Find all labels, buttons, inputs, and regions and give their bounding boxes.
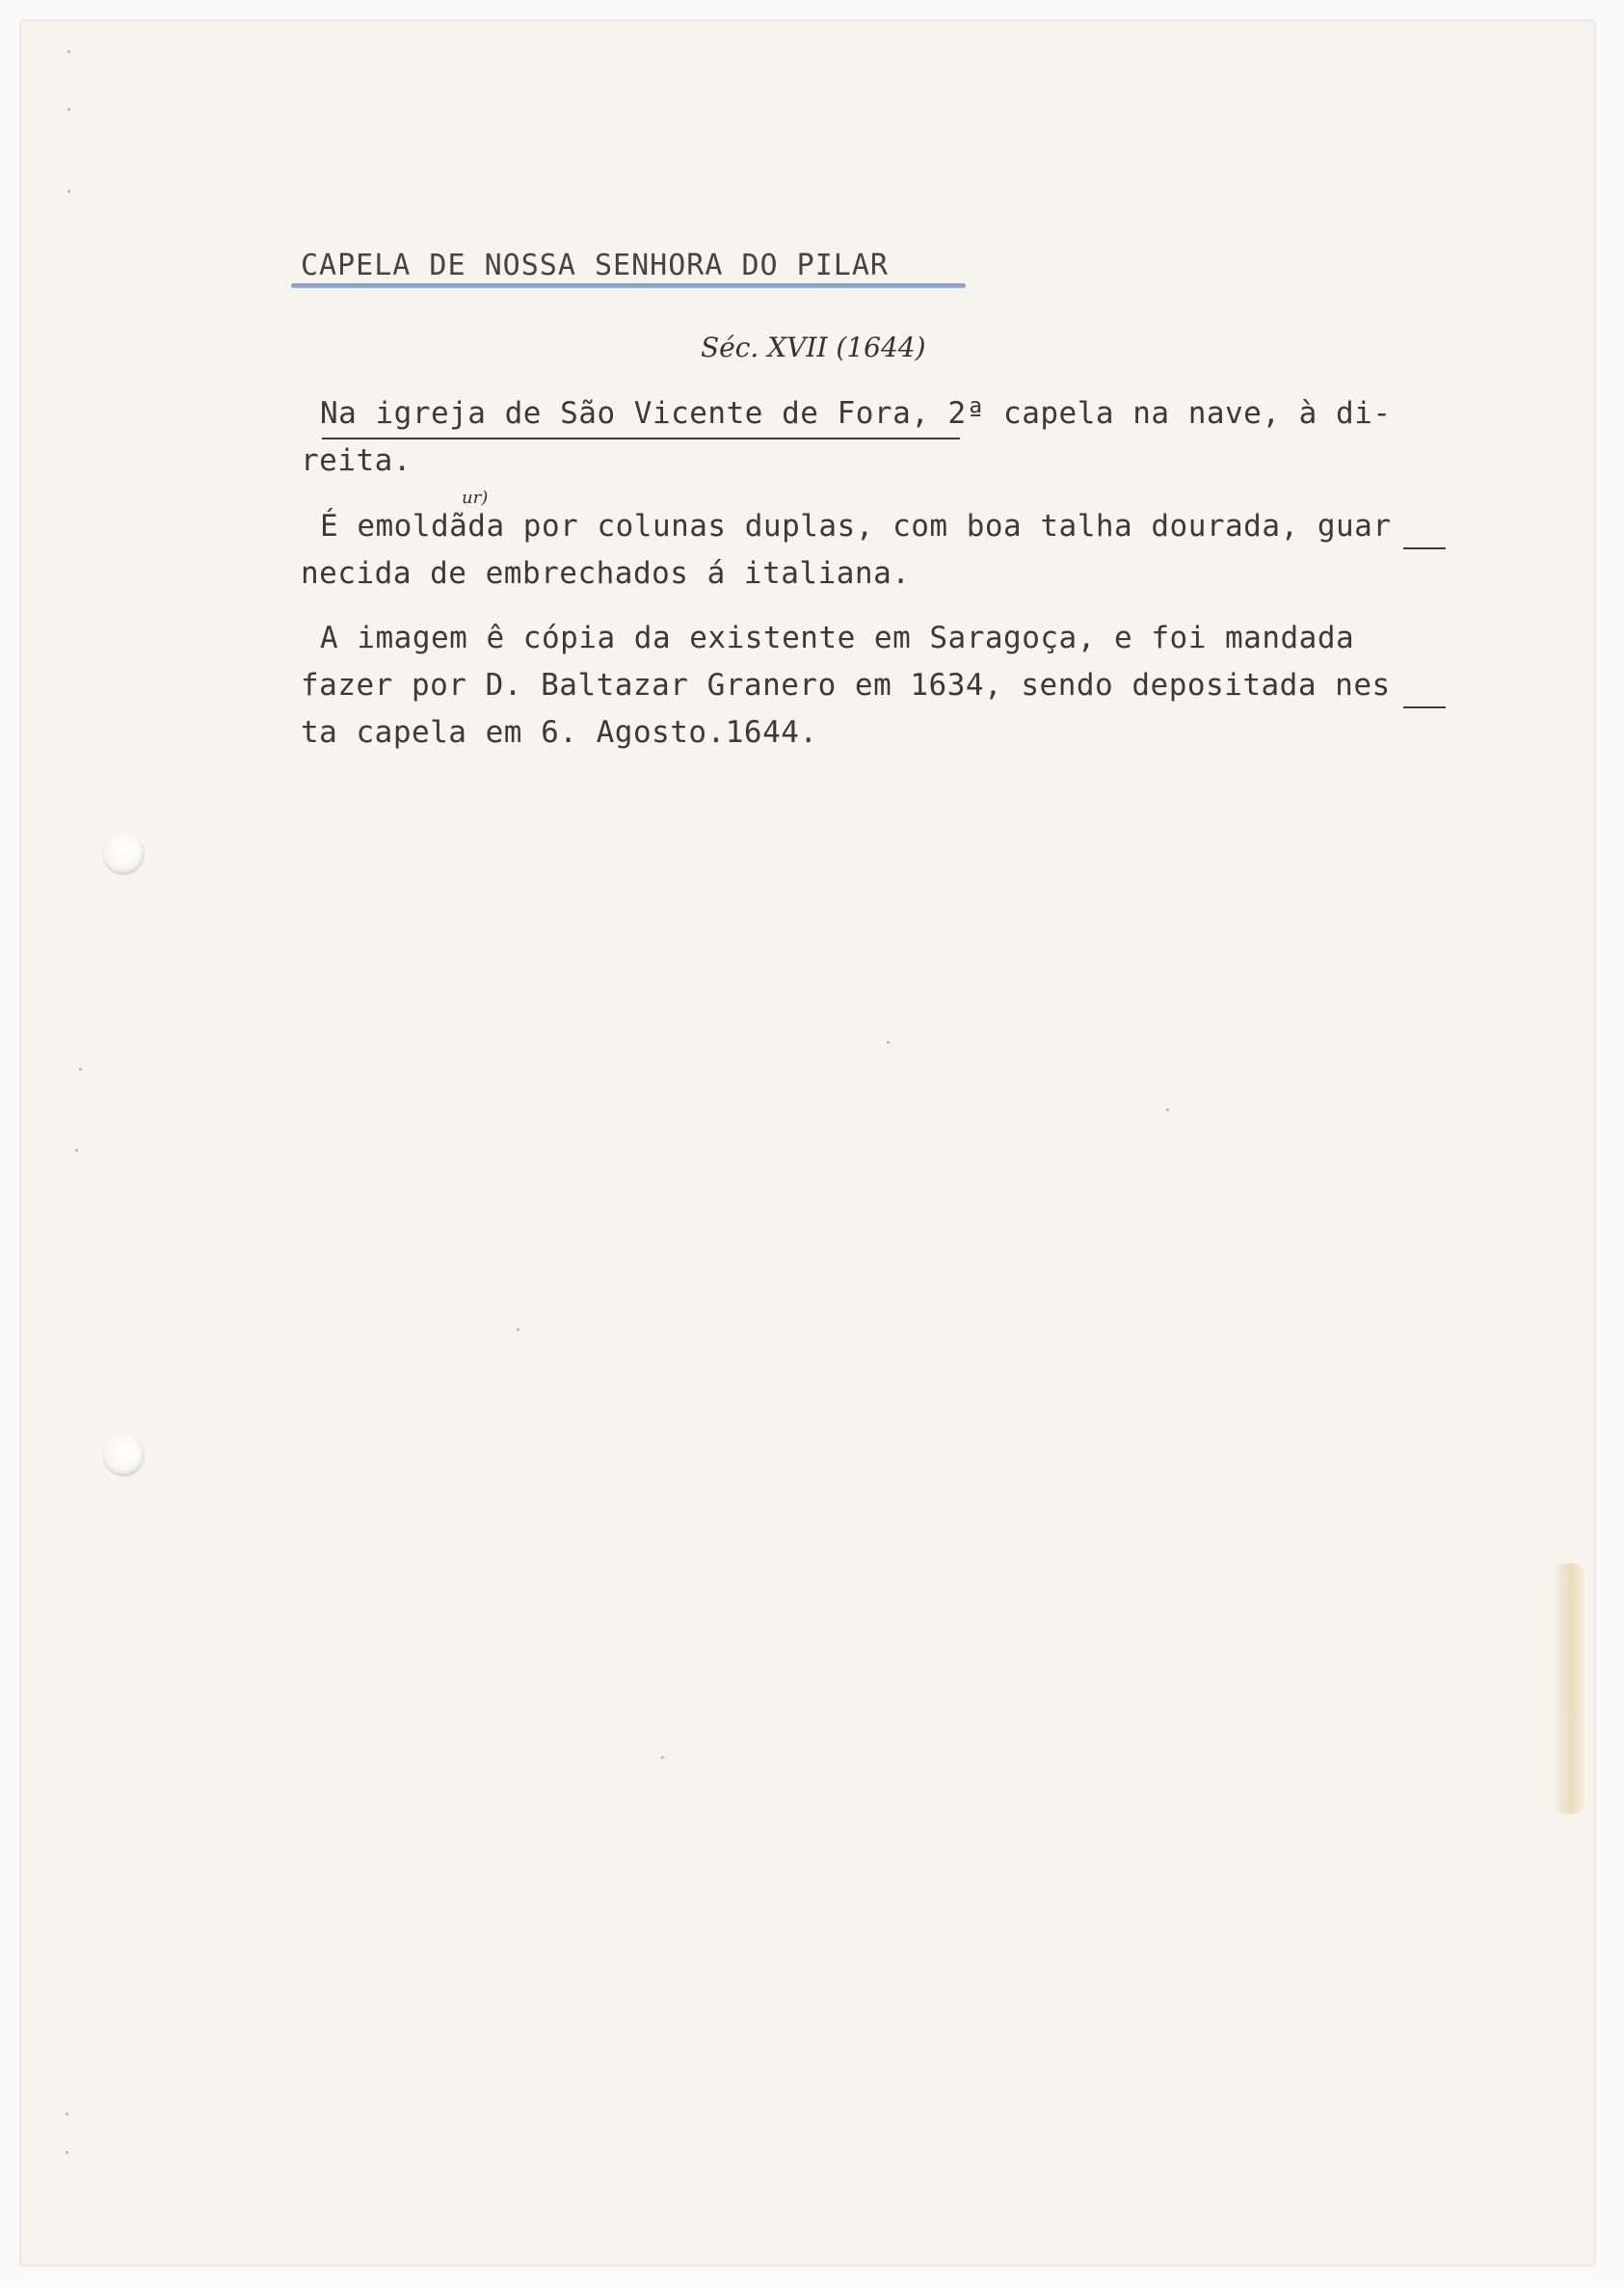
paper-speck [75,1149,78,1152]
location-underline [322,438,960,439]
paper-speck [67,108,70,111]
handwritten-correction: ur) [462,488,489,508]
paper-speck [887,1041,890,1044]
document-title: CAPELA DE NOSSA SENHORA DO PILAR [301,249,889,282]
paragraph-2-line-2: necida de embrechados á italiana. [301,556,911,591]
hyphen-underline-nes [1403,706,1446,708]
paragraph-2-line-1: É emoldãda por colunas duplas, com boa talha dourada, guar [320,509,1392,544]
paper-speck [67,190,70,193]
paragraph-1-line-2: reita. [301,443,412,478]
paragraph-1-line-1: Na igreja de São Vicente de Fora, 2ª capela na nave, à di- [320,396,1392,431]
document-page [21,21,1594,2265]
paper-speck [67,50,70,53]
paper-speck [1166,1108,1169,1111]
paragraph-3-line-2: fazer por D. Baltazar Granero em 1634, sendo depositada nes [301,668,1391,703]
paper-speck [66,2151,68,2154]
paper-speck [79,1068,82,1071]
punch-hole-upper [102,833,145,875]
hyphen-underline-guar [1403,547,1446,549]
paper-speck [661,1756,664,1759]
handwritten-date-note: Séc. XVII (1644) [701,332,926,363]
paper-speck [517,1328,519,1331]
punch-hole-lower [102,1434,145,1476]
paragraph-3-line-1: A imagem ê cópia da existente em Saragoça, e foi mandada [320,621,1355,655]
paper-stain [1552,1563,1584,1814]
paper-speck [66,2113,68,2115]
paragraph-3-line-3: ta capela em 6. Agosto.1644. [301,715,818,750]
title-underline [291,283,966,288]
